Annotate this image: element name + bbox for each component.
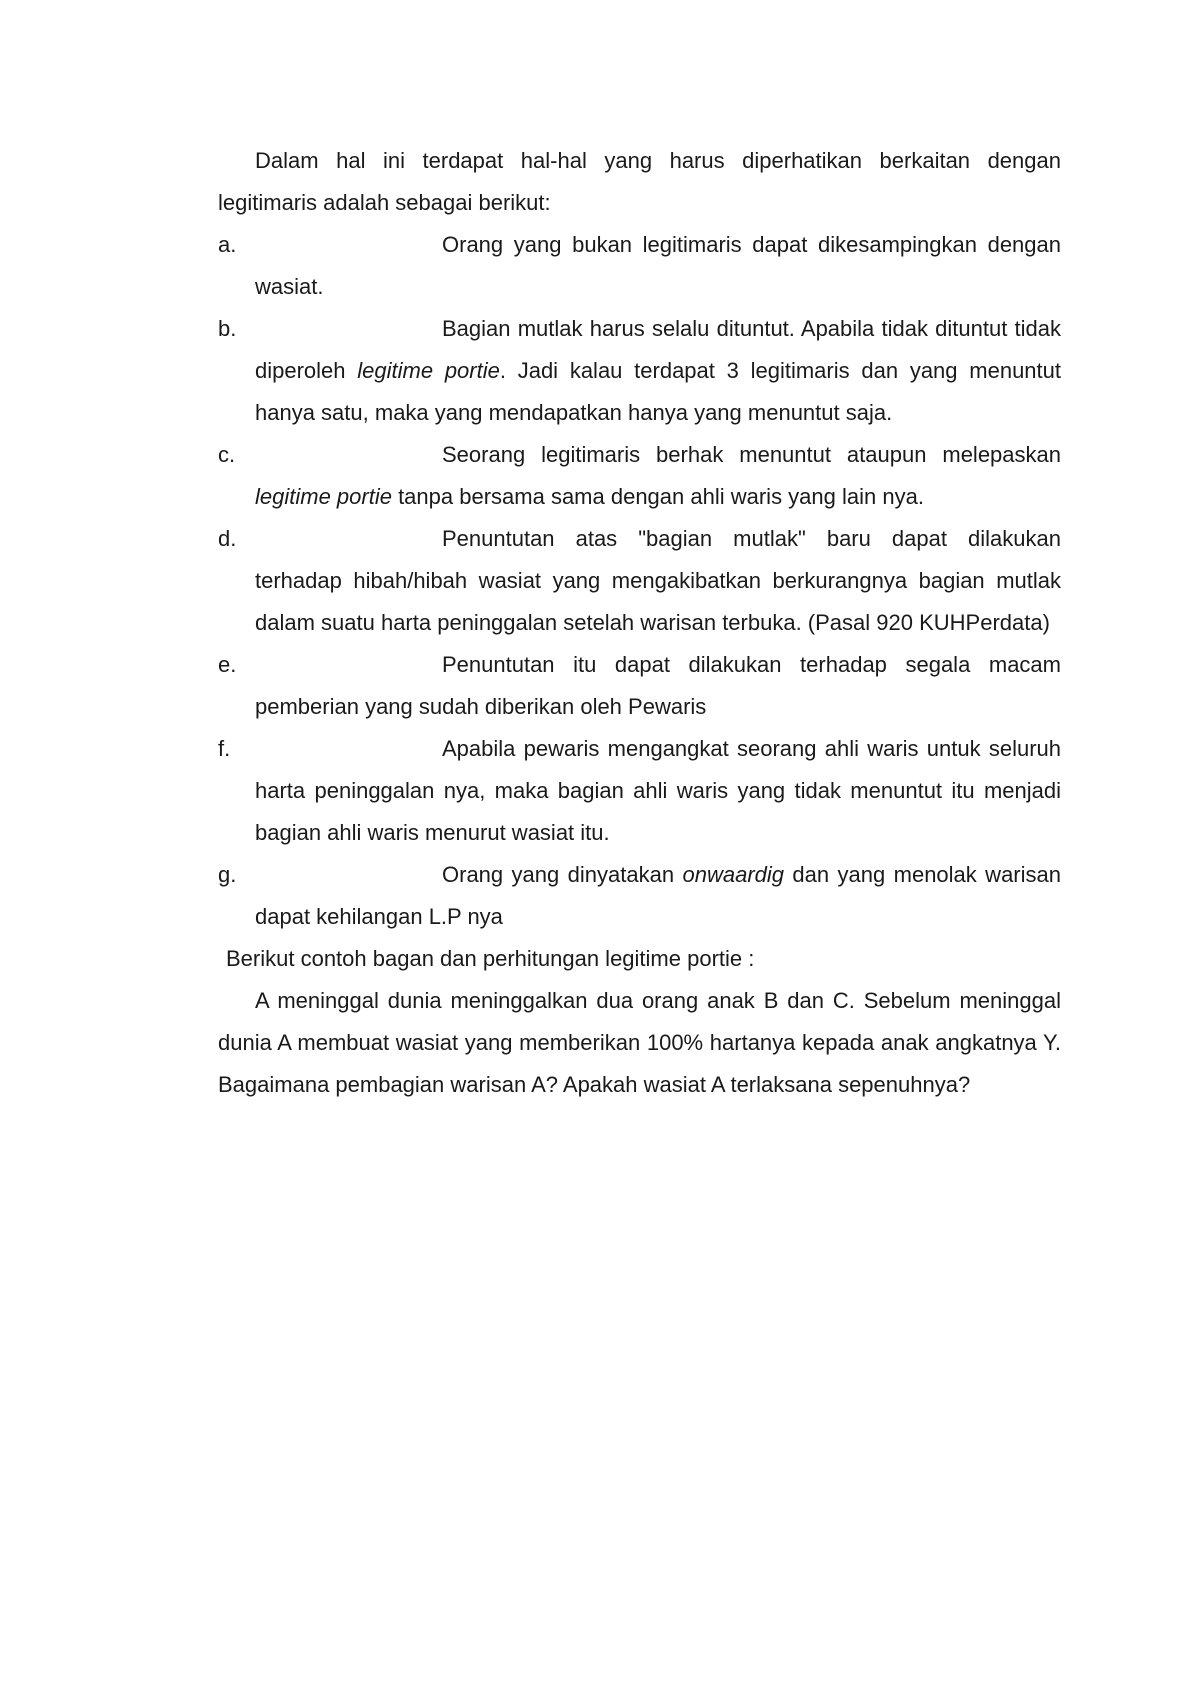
list-item-text: Bagian mutlak harus selalu dituntut. Apabila tidak dituntut tidak diperoleh — [255, 316, 1061, 383]
list-item-text: Seorang legitimaris berhak menuntut ataupun melepaskan — [442, 442, 1061, 467]
list-item-italic-term: legitime portie — [255, 484, 392, 509]
list-item-text: tanpa bersama sama dengan ahli waris yang lain nya. — [391, 484, 924, 509]
list-item-letter: e. — [218, 652, 237, 677]
legitimaris-list — [218, 224, 1061, 938]
list-item-text: Penuntutan atas "bagian mutlak" baru dapat dilakukan terhadap hibah/hibah wasiat yang mengakibatkan berkurangnya bagian mutlak dalam suatu harta peninggalan setelah warisan terbuka. (Pasal 920 KUHPerdata) — [255, 526, 1061, 635]
list-item-text: Penuntutan itu dapat dilakukan terhadap segala macam pemberian yang sudah diberikan oleh Pewaris — [255, 652, 1061, 719]
list-item — [218, 224, 1061, 308]
list-item — [218, 308, 1061, 434]
list-item-letter: a. — [218, 232, 237, 257]
document-body — [218, 140, 1061, 1106]
list-item — [218, 434, 1061, 518]
list-item-text: Orang yang bukan legitimaris dapat dikesampingkan dengan wasiat. — [255, 232, 1061, 299]
list-item-letter: f. — [218, 736, 231, 761]
list-item-text: Apabila pewaris mengangkat seorang ahli waris untuk seluruh harta peninggalan nya, maka bagian ahli waris yang tidak menuntut itu menjadi bagian ahli waris menurut wasiat itu. — [255, 736, 1061, 845]
list-item-letter: c. — [218, 442, 236, 467]
list-item-italic-term: legitime portie — [357, 358, 500, 383]
example-paragraph: A meninggal dunia meninggalkan dua orang anak B dan C. Sebelum meninggal dunia A membuat wasiat yang memberikan 100% hartanya kepada anak angkatnya Y. Bagaimana pembagian warisan A? Apakah wasiat A terlaksana sepenuhnya? — [218, 988, 1061, 1097]
list-item-letter: b. — [218, 316, 237, 341]
list-item-text: Orang yang dinyatakan — [442, 862, 683, 887]
list-item-text: dan yang menolak warisan dapat kehilangan L.P nya — [255, 862, 1061, 929]
list-item-text: . Jadi kalau terdapat 3 legitimaris dan yang menuntut hanya satu, maka yang mendapatkan hanya yang menuntut saja. — [255, 358, 1061, 425]
intro-paragraph: Dalam hal ini terdapat hal-hal yang harus diperhatikan berkaitan dengan legitimaris adalah sebagai berikut: — [218, 148, 1061, 215]
list-item — [218, 728, 1061, 854]
list-item-letter: g. — [218, 862, 237, 887]
list-item-letter: d. — [218, 526, 237, 551]
list-item — [218, 644, 1061, 728]
list-item — [218, 854, 1061, 938]
example-intro: Berikut contoh bagan dan perhitungan legitime portie : — [226, 946, 755, 971]
list-item-italic-term: onwaardig — [682, 862, 784, 887]
list-item — [218, 518, 1061, 644]
